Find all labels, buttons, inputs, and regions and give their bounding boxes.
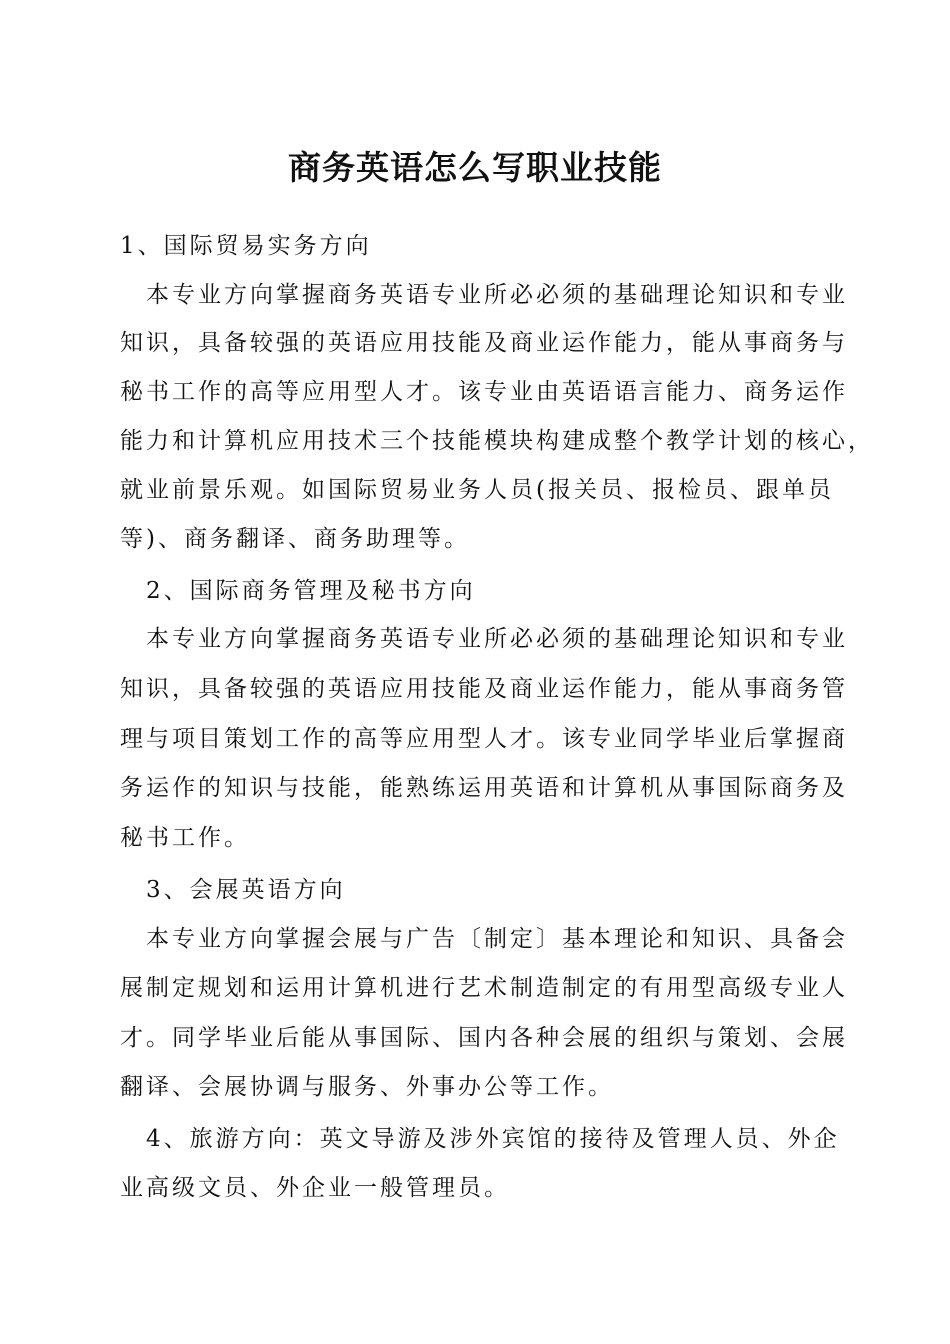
section-heading-3: 3、会展英语方向 (146, 877, 346, 903)
paragraph-line: 展制定规划和运用计算机进行艺术制造制定的有用型高级专业人 (120, 975, 848, 1001)
paragraph-line: 能力和计算机应用技术三个技能模块构建成整个教学计划的核心， (120, 428, 874, 454)
paragraph-line: 就业前景乐观。如国际贸易业务人员(报关员、报检员、跟单员 (120, 477, 834, 503)
paragraph-line: 秘书工作。 (120, 825, 250, 851)
paragraph-line: 翻译、会展协调与服务、外事办公等工作。 (120, 1074, 614, 1100)
document-title: 商务英语怎么写职业技能 (288, 148, 662, 187)
paragraph-line: 才。同学毕业后能从事国际、国内各种会展的组织与策划、会展 (120, 1025, 848, 1051)
paragraph-line: 业高级文员、外企业一般管理员。 (120, 1175, 510, 1201)
paragraph-line: 理与项目策划工作的高等应用型人才。该专业同学毕业后掌握商 (120, 726, 848, 752)
paragraph-line: 本专业方向掌握商务英语专业所必必须的基础理论知识和专业 (146, 282, 848, 308)
paragraph-line: 本专业方向掌握商务英语专业所必必须的基础理论知识和专业 (146, 626, 848, 652)
paragraph-line: 本专业方向掌握会展与广告〔制定〕基本理论和知识、具备会 (146, 926, 848, 952)
paragraph-line: 务运作的知识与技能，能熟练运用英语和计算机从事国际商务及 (120, 775, 848, 801)
paragraph-line: 知识，具备较强的英语应用技能及商业运作能力，能从事商务与 (120, 330, 848, 356)
paragraph-line: 等)、商务翻译、商务助理等。 (120, 526, 470, 552)
section-heading-2: 2、国际商务管理及秘书方向 (146, 578, 476, 604)
section-heading-4: 4、旅游方向：英文导游及涉外宾馆的接待及管理人员、外企 (146, 1126, 840, 1152)
paragraph-line: 秘书工作的高等应用型人才。该专业由英语语言能力、商务运作 (120, 379, 848, 405)
section-heading-1: 1、国际贸易实务方向 (120, 233, 372, 259)
paragraph-line: 知识，具备较强的英语应用技能及商业运作能力，能从事商务管 (120, 676, 848, 702)
